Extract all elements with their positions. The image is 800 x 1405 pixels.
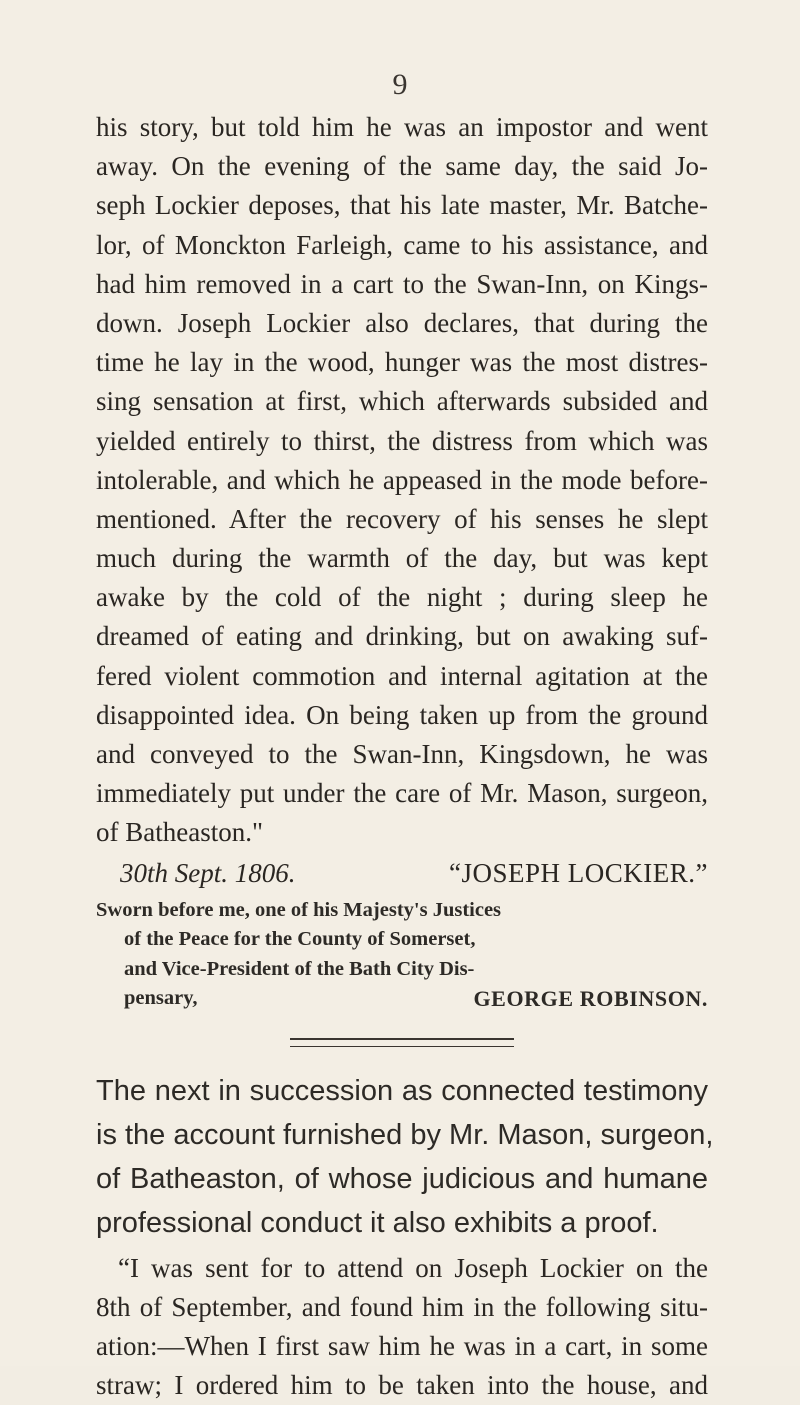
text-line: straw; I ordered him to be taken into the house, and [96,1370,708,1401]
sworn-line: Sworn before me, one of his Majesty's Justices [96,898,502,921]
page-body [96,108,714,1405]
text-line: 8th of September, and found him in the following situ- [96,1291,708,1322]
text-line: dreamed of eating and drinking, but on awaking suf- [96,621,708,652]
section-divider [290,1038,514,1047]
sworn-line: pensary, [124,987,198,1010]
mason-quote-paragraph [96,1249,708,1405]
deposition-paragraph [96,108,708,853]
text-line: ation:—When I first saw him he was in a cart, in some [96,1330,708,1361]
text-line: and conveyed to the Swan-Inn, Kingsdown, he was [96,739,708,769]
text-line: time he lay in the wood, hunger was the most distres- [96,347,708,378]
text-line: down. Joseph Lockier also declares, that during the [96,307,708,338]
sworn-statement [96,896,708,1014]
text-line: immediately put under the care of Mr. Mason, surgeon, [96,778,708,809]
text-line: mentioned. After the recovery of his senses he slept [96,503,708,534]
text-line: intolerable, and which he appeased in the mode before- [96,464,708,495]
text-line: of Batheaston, of whose judicious and humane [96,1162,708,1195]
text-line: lor, of Monckton Farleigh, came to his assistance, and [96,229,708,260]
text-line: yielded entirely to thirst, the distress from which was [96,425,708,456]
text-line: had him removed in a cart to the Swan-Inn, on Kings- [96,268,708,299]
text-line: disappointed idea. On being taken up from the ground [96,699,708,730]
text-line: fered violent commotion and internal agitation at the [96,660,708,691]
magistrate-name: GEORGE ROBINSON. [473,986,708,1012]
page-number: 9 [392,68,408,101]
text-line: “I was sent for to attend on Joseph Lockier on the [118,1252,708,1283]
text-line: seph Lockier deposes, that his late master, Mr. Batche- [96,190,708,221]
text-line: is the account furnished by Mr. Mason, surgeon, [96,1118,714,1151]
signature-row [96,853,708,894]
sworn-line: and Vice-President of the Bath City Dis- [124,957,475,980]
signature-name: “JOSEPH LOCKIER.” [449,857,708,888]
text-line: professional conduct it also exhibits a proof. [96,1206,659,1239]
text-line: much during the warmth of the day, but was kept [96,543,708,574]
text-line: awake by the cold of the night ; during sleep he [96,582,708,613]
text-line: away. On the evening of the same day, the said Jo- [96,151,708,182]
text-line: of Batheaston." [96,817,263,848]
text-line: The next in succession as connected testimony [96,1074,708,1107]
text-line: his story, but told him he was an impostor and went [96,112,708,142]
signature-date: 30th Sept. 1806. [120,857,296,888]
sworn-last-row [96,984,708,1014]
sworn-line: of the Peace for the County of Somerset, [124,928,476,951]
text-line: sing sensation at first, which afterwards subsided and [96,386,708,417]
intro-paragraph [96,1069,714,1245]
